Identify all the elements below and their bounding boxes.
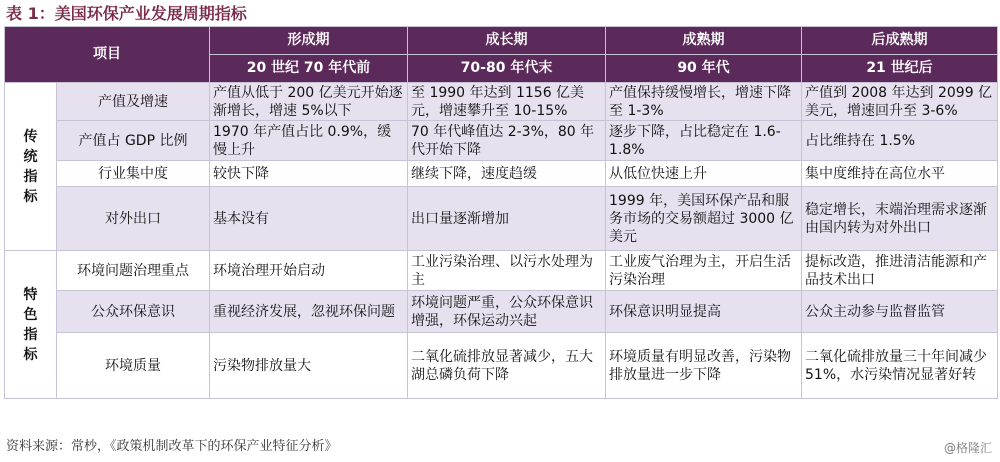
row-label-env-quality: 环境质量 [57,333,210,399]
cell: 工业污染治理、以污水处理为主 [408,251,606,291]
cell: 污染物排放量大 [210,333,408,399]
table-row [5,187,998,251]
cell: 环保意识明显提高 [606,291,802,333]
table-row [5,161,998,187]
header-phase-2: 成长期 [408,27,606,55]
header-phase-3: 成熟期 [606,27,802,55]
cell: 至 1990 年达到 1156 亿美元，增速攀升至 10-15% [408,83,606,121]
header-project: 项目 [5,27,210,83]
row-label-concentration: 行业集中度 [57,161,210,187]
header-row-phase [5,27,998,55]
header-era-1: 20 世纪 70 年代前 [210,55,408,83]
header-era-4: 21 世纪后 [802,55,998,83]
header-era-3: 90 年代 [606,55,802,83]
cell: 二氧化硫排放显著减少，五大湖总磷负荷下降 [408,333,606,399]
cell: 稳定增长，末端治理需求逐渐由国内转为对外出口 [802,187,998,251]
cell: 出口量逐渐增加 [408,187,606,251]
cell: 环境质量有明显改善，污染物排放量进一步下降 [606,333,802,399]
row-label-output: 产值及增速 [57,83,210,121]
row-label-export: 对外出口 [57,187,210,251]
group-label-traditional: 传 统 指 标 [5,83,57,251]
cell: 产值从低于 200 亿美元开始逐渐增长，增速 5%以下 [210,83,408,121]
cell: 产值保持缓慢增长，增速下降至 1-3% [606,83,802,121]
row-label-gdp-share: 产值占 GDP 比例 [57,121,210,161]
indicator-table [4,26,998,399]
group-label-feature: 特 色 指 标 [5,251,57,399]
cell: 环境治理开始启动 [210,251,408,291]
table-row [5,83,998,121]
header-phase-4: 后成熟期 [802,27,998,55]
cell: 逐步下降，占比稳定在 1.6-1.8% [606,121,802,161]
cell: 公众主动参与监督监管 [802,291,998,333]
cell: 较快下降 [210,161,408,187]
table-title: 表 1：美国环保产业发展周期指标 [6,4,247,23]
cell: 提标改造，推进清洁能源和产品技术出口 [802,251,998,291]
cell: 产值到 2008 年达到 2099 亿美元，增速回升至 3-6% [802,83,998,121]
table-row [5,291,998,333]
cell: 环境问题严重，公众环保意识增强，环保运动兴起 [408,291,606,333]
cell: 从低位快速上升 [606,161,802,187]
cell: 70 年代峰值达 2-3%，80 年代开始下降 [408,121,606,161]
cell: 继续下降，速度趋缓 [408,161,606,187]
row-label-governance-focus: 环境问题治理重点 [57,251,210,291]
cell: 1970 年产值占比 0.9%，缓慢上升 [210,121,408,161]
table-row [5,121,998,161]
cell: 集中度维持在高位水平 [802,161,998,187]
header-phase-1: 形成期 [210,27,408,55]
watermark-logo: @格隆汇 [943,441,992,455]
cell: 基本没有 [210,187,408,251]
cell: 1999 年，美国环保产品和服务市场的交易额超过 3000 亿美元 [606,187,802,251]
cell: 二氧化硫排放量三十年间减少 51%，水污染情况显著好转 [802,333,998,399]
header-era-2: 70-80 年代末 [408,55,606,83]
cell: 占比维持在 1.5% [802,121,998,161]
cell: 重视经济发展，忽视环保问题 [210,291,408,333]
table-row [5,333,998,399]
row-label-public-awareness: 公众环保意识 [57,291,210,333]
source-note: 资料来源：常杪，《政策机制改革下的环保产业特征分析》 [6,439,338,454]
cell: 工业废气治理为主，开启生活污染治理 [606,251,802,291]
table-row [5,251,998,291]
